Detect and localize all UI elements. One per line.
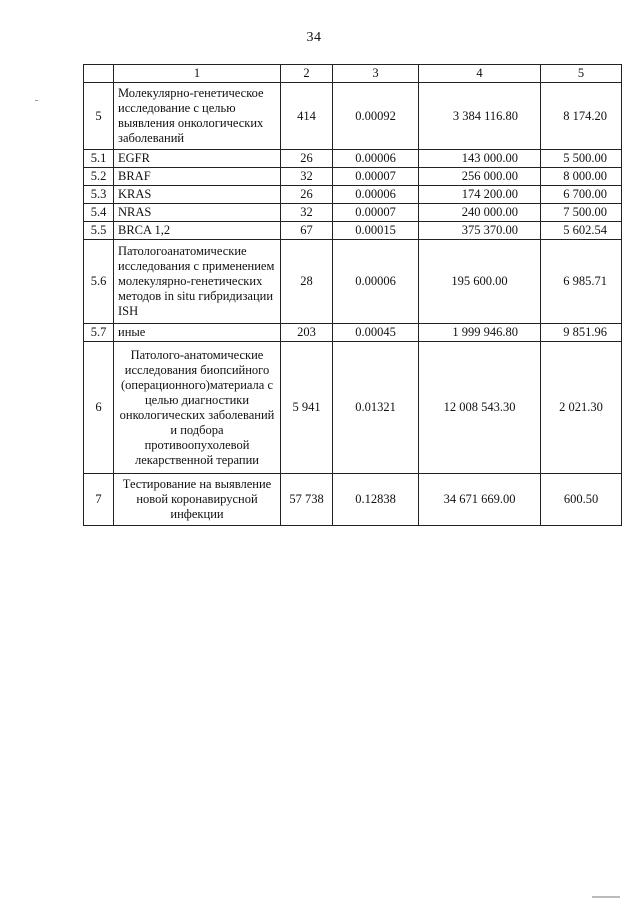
header-cell-5: 5 — [541, 65, 622, 83]
row-col-4: 375 370.00 — [419, 222, 541, 240]
scan-speck — [35, 100, 38, 101]
data-table — [83, 64, 622, 526]
table-row — [84, 240, 622, 324]
row-number: 5.7 — [84, 324, 114, 342]
row-name: Патологоанатомические исследования с применением молекулярно-генетических методов in situ гибридизации ISH — [114, 240, 281, 324]
table-row — [84, 150, 622, 168]
row-col-4: 3 384 116.80 — [419, 83, 541, 150]
header-cell-num — [84, 65, 114, 83]
table-row — [84, 324, 622, 342]
table-row — [84, 168, 622, 186]
table-row — [84, 186, 622, 204]
row-name: BRCA 1,2 — [114, 222, 281, 240]
row-number: 7 — [84, 474, 114, 526]
row-col-2: 5 941 — [281, 342, 333, 474]
row-col-5: 9 851.96 — [541, 324, 622, 342]
table-row — [84, 342, 622, 474]
row-col-3: 0.01321 — [333, 342, 419, 474]
row-number: 5.5 — [84, 222, 114, 240]
row-col-2: 28 — [281, 240, 333, 324]
row-col-5: 8 000.00 — [541, 168, 622, 186]
row-col-4: 12 008 543.30 — [419, 342, 541, 474]
row-number: 5.6 — [84, 240, 114, 324]
row-col-2: 57 738 — [281, 474, 333, 526]
header-cell-2: 2 — [281, 65, 333, 83]
row-col-5: 7 500.00 — [541, 204, 622, 222]
row-col-3: 0.00006 — [333, 240, 419, 324]
row-number: 6 — [84, 342, 114, 474]
row-col-5: 8 174.20 — [541, 83, 622, 150]
table-row — [84, 83, 622, 150]
row-col-5: 5 602.54 — [541, 222, 622, 240]
row-number: 5.3 — [84, 186, 114, 204]
row-name: иные — [114, 324, 281, 342]
row-number: 5.2 — [84, 168, 114, 186]
row-col-5: 600.50 — [541, 474, 622, 526]
row-name: KRAS — [114, 186, 281, 204]
row-col-4: 195 600.00 — [419, 240, 541, 324]
row-col-3: 0.00007 — [333, 168, 419, 186]
row-col-2: 67 — [281, 222, 333, 240]
row-col-3: 0.00007 — [333, 204, 419, 222]
row-col-2: 26 — [281, 150, 333, 168]
header-cell-3: 3 — [333, 65, 419, 83]
row-name: BRAF — [114, 168, 281, 186]
row-name: NRAS — [114, 204, 281, 222]
row-col-2: 414 — [281, 83, 333, 150]
row-col-4: 143 000.00 — [419, 150, 541, 168]
table-row — [84, 204, 622, 222]
row-col-2: 203 — [281, 324, 333, 342]
row-col-5: 5 500.00 — [541, 150, 622, 168]
row-col-2: 32 — [281, 204, 333, 222]
row-col-4: 174 200.00 — [419, 186, 541, 204]
row-name: Тестирование на выявление новой коронавирусной инфекции — [114, 474, 281, 526]
row-col-5: 6 985.71 — [541, 240, 622, 324]
row-col-3: 0.00006 — [333, 150, 419, 168]
header-cell-1: 1 — [114, 65, 281, 83]
row-col-3: 0.00092 — [333, 83, 419, 150]
row-col-3: 0.12838 — [333, 474, 419, 526]
table-row — [84, 222, 622, 240]
row-number: 5.4 — [84, 204, 114, 222]
scan-edge-mark — [592, 896, 620, 898]
row-col-3: 0.00045 — [333, 324, 419, 342]
row-col-4: 256 000.00 — [419, 168, 541, 186]
row-col-4: 1 999 946.80 — [419, 324, 541, 342]
page-number: 34 — [306, 30, 322, 45]
row-col-4: 34 671 669.00 — [419, 474, 541, 526]
row-col-3: 0.00006 — [333, 186, 419, 204]
table-header-row — [84, 65, 622, 83]
row-name: EGFR — [114, 150, 281, 168]
row-number: 5 — [84, 83, 114, 150]
header-cell-4: 4 — [419, 65, 541, 83]
row-col-2: 26 — [281, 186, 333, 204]
row-name: Патолого-анатомические исследования биопсийного (операционного)материала с целью диагностики онкологических заболеваний и подбора противоопухолевой лекарственной терапии — [114, 342, 281, 474]
row-number: 5.1 — [84, 150, 114, 168]
table-row — [84, 474, 622, 526]
row-col-5: 6 700.00 — [541, 186, 622, 204]
row-col-4: 240 000.00 — [419, 204, 541, 222]
row-col-5: 2 021.30 — [541, 342, 622, 474]
row-name: Молекулярно-генетическое исследование с целью выявления онкологических заболеваний — [114, 83, 281, 150]
row-col-3: 0.00015 — [333, 222, 419, 240]
row-col-2: 32 — [281, 168, 333, 186]
